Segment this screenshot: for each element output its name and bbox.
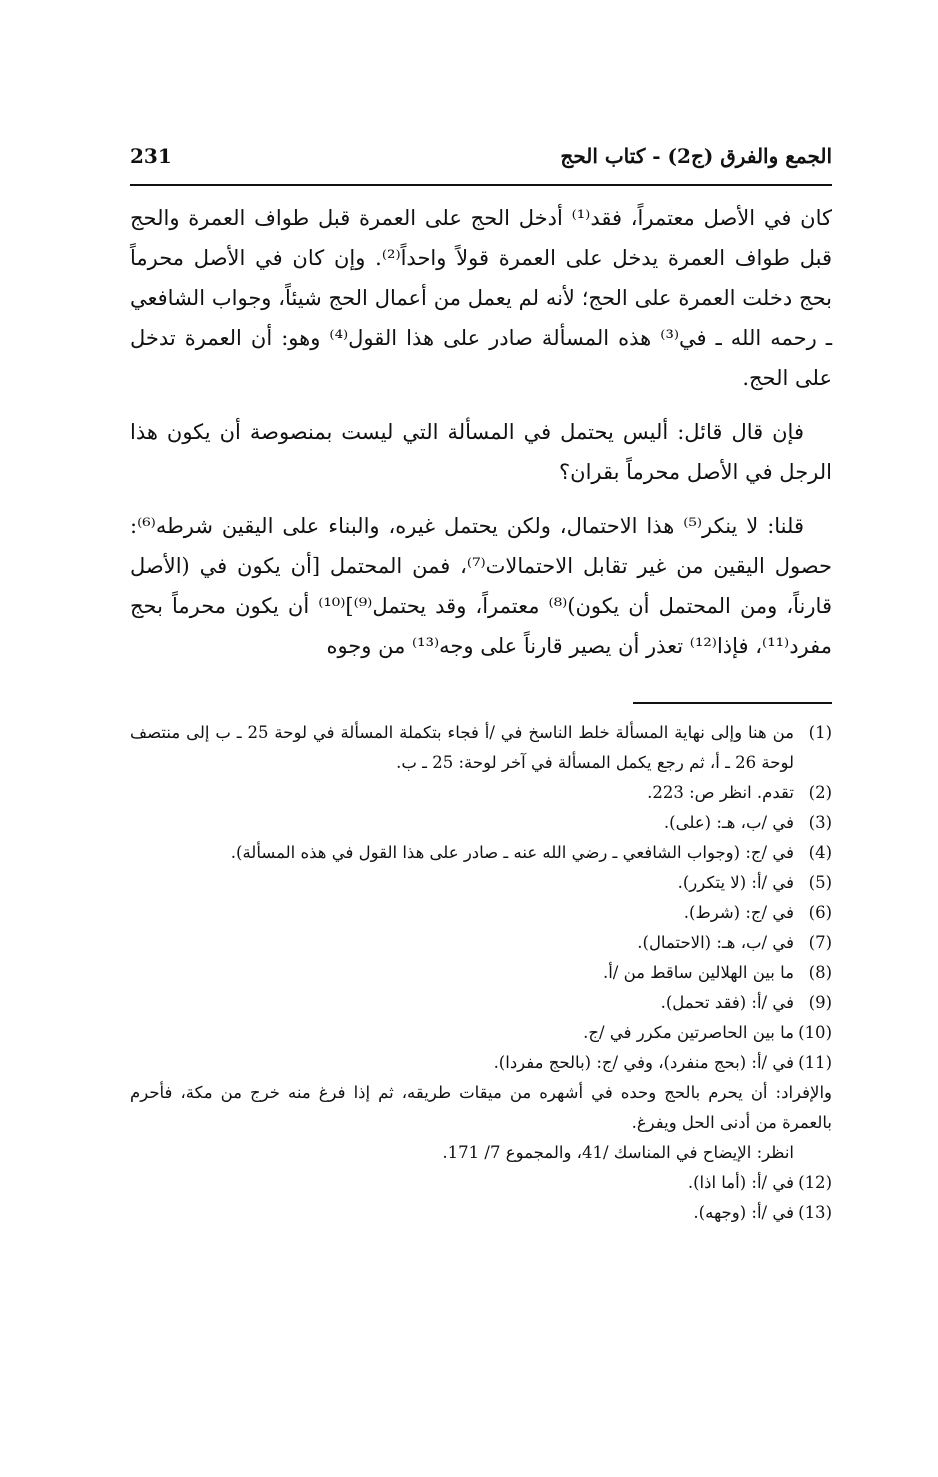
- footnote-3: [130, 808, 832, 838]
- footnote-text: في /ب، هـ: (الاحتمال).: [637, 933, 794, 952]
- footnote-11: [130, 1048, 832, 1078]
- footnote-number: (9): [808, 993, 832, 1012]
- footnote-text: ما بين الحاصرتين مكرر في /ج.: [583, 1023, 794, 1042]
- footnotes: [130, 718, 832, 1228]
- footnote-7: [130, 928, 832, 958]
- footnote-number: (13): [798, 1203, 832, 1222]
- footnote-13: [130, 1198, 832, 1228]
- page-header: [130, 140, 832, 186]
- footnote-number: (2): [808, 783, 832, 802]
- footnote-text: ما بين الهلالين ساقط من /أ.: [602, 963, 794, 982]
- footnote-number: (5): [808, 873, 832, 892]
- footnote-2: [130, 778, 832, 808]
- footnote-text: في /ب، هـ: (على).: [663, 813, 794, 832]
- footnote-9: [130, 988, 832, 1018]
- footnote-separator: [633, 702, 832, 704]
- paragraph-3: قلنا: لا ينكر⁽⁵⁾ هذا الاحتمال، ولكن يحتمل غيره، والبناء على اليقين شرطه⁽⁶⁾: حصول اليقين من غير تقابل الاحتمالات⁽⁷⁾، فمن المحتمل [أن يكون في (الأصل قارناً، ومن المحتمل أن يكون)⁽⁸⁾ معتمراً، وقد يحتمل⁽⁹⁾]⁽¹⁰⁾ أن يكون محرماً بحج مفرد⁽¹¹⁾، فإذا⁽¹²⁾ تعذر أن يصير قارناً على وجه⁽¹³⁾ من وجوه: [130, 514, 832, 658]
- footnote-text: في /ج: (شرط).: [683, 903, 794, 922]
- footnote-12: [130, 1168, 832, 1198]
- footnote-number: (1): [808, 723, 832, 742]
- footnote-text: تقدم. انظر ص: 223.: [647, 783, 794, 802]
- footnote-number: (7): [808, 933, 832, 952]
- footnote-text: من هنا وإلى نهاية المسألة خلط الناسخ في /أ فجاء بتكملة المسألة في لوحة 25 ـ ب إلى منتصف لوحة 26 ـ أ، ثم رجع يكمل المسألة في آخر لوحة: 25 ـ ب.: [130, 723, 794, 772]
- footnote-number: (8): [808, 963, 832, 982]
- footnote-10: [130, 1018, 832, 1048]
- footnote-number: (10): [798, 1023, 832, 1042]
- page-number: 231: [130, 144, 172, 168]
- footnote-text: في /أ: (لا يتكرر).: [677, 873, 794, 892]
- footnote-5: [130, 868, 832, 898]
- footnote-text: في /ج: (وجواب الشافعي ـ رضي الله عنه ـ صادر على هذا القول في هذه المسألة).: [230, 843, 794, 862]
- footnote-1: [130, 718, 832, 778]
- paragraph-2: فإن قال قائل: أليس يحتمل في المسألة التي ليست بمنصوصة أن يكون هذا الرجل في الأصل محرماً بقران؟: [130, 420, 832, 484]
- main-text: [130, 198, 832, 680]
- footnote-text: في /أ: (أما اذا).: [687, 1173, 794, 1192]
- footnote-number: (11): [798, 1053, 832, 1072]
- footnote-4: [130, 838, 832, 868]
- footnote-number: (6): [808, 903, 832, 922]
- footnote-text: في /أ: (وجهه).: [693, 1203, 794, 1222]
- footnote-11-continuation: والإفراد: أن يحرم بالحج وحده في أشهره من ميقات طريقه، ثم إذا فرغ منه خرج من مكة، فأحرم بالعمرة من أدنى الحل ويفرغ.: [130, 1083, 832, 1132]
- footnote-number: (12): [798, 1173, 832, 1192]
- footnote-text: في /أ: (فقد تحمل).: [660, 993, 794, 1012]
- footnote-11-reference: انظر: الإيضاح في المناسك /41، والمجموع 7/ 171.: [442, 1143, 794, 1162]
- footnote-number: (3): [808, 813, 832, 832]
- footnote-number: (4): [808, 843, 832, 862]
- footnote-8: [130, 958, 832, 988]
- footnote-6: [130, 898, 832, 928]
- running-title: الجمع والفرق (ج2) - كتاب الحج: [560, 144, 832, 168]
- paragraph-1: كان في الأصل معتمراً، فقد⁽¹⁾ أدخل الحج على العمرة قبل طواف العمرة والحج قبل طواف العمرة يدخل على العمرة قولاً واحداً⁽²⁾. وإن كان في الأصل محرماً بحج دخلت العمرة على الحج؛ لأنه لم يعمل من أعمال الحج شيئاً، وجواب الشافعي ـ رحمه الله ـ في⁽³⁾ هذه المسألة صادر على هذا القول⁽⁴⁾ وهو: أن العمرة تدخل على الحج.: [130, 206, 833, 390]
- footnote-text: في /أ: (بحج منفرد)، وفي /ج: (بالحج مفردا).: [493, 1053, 794, 1072]
